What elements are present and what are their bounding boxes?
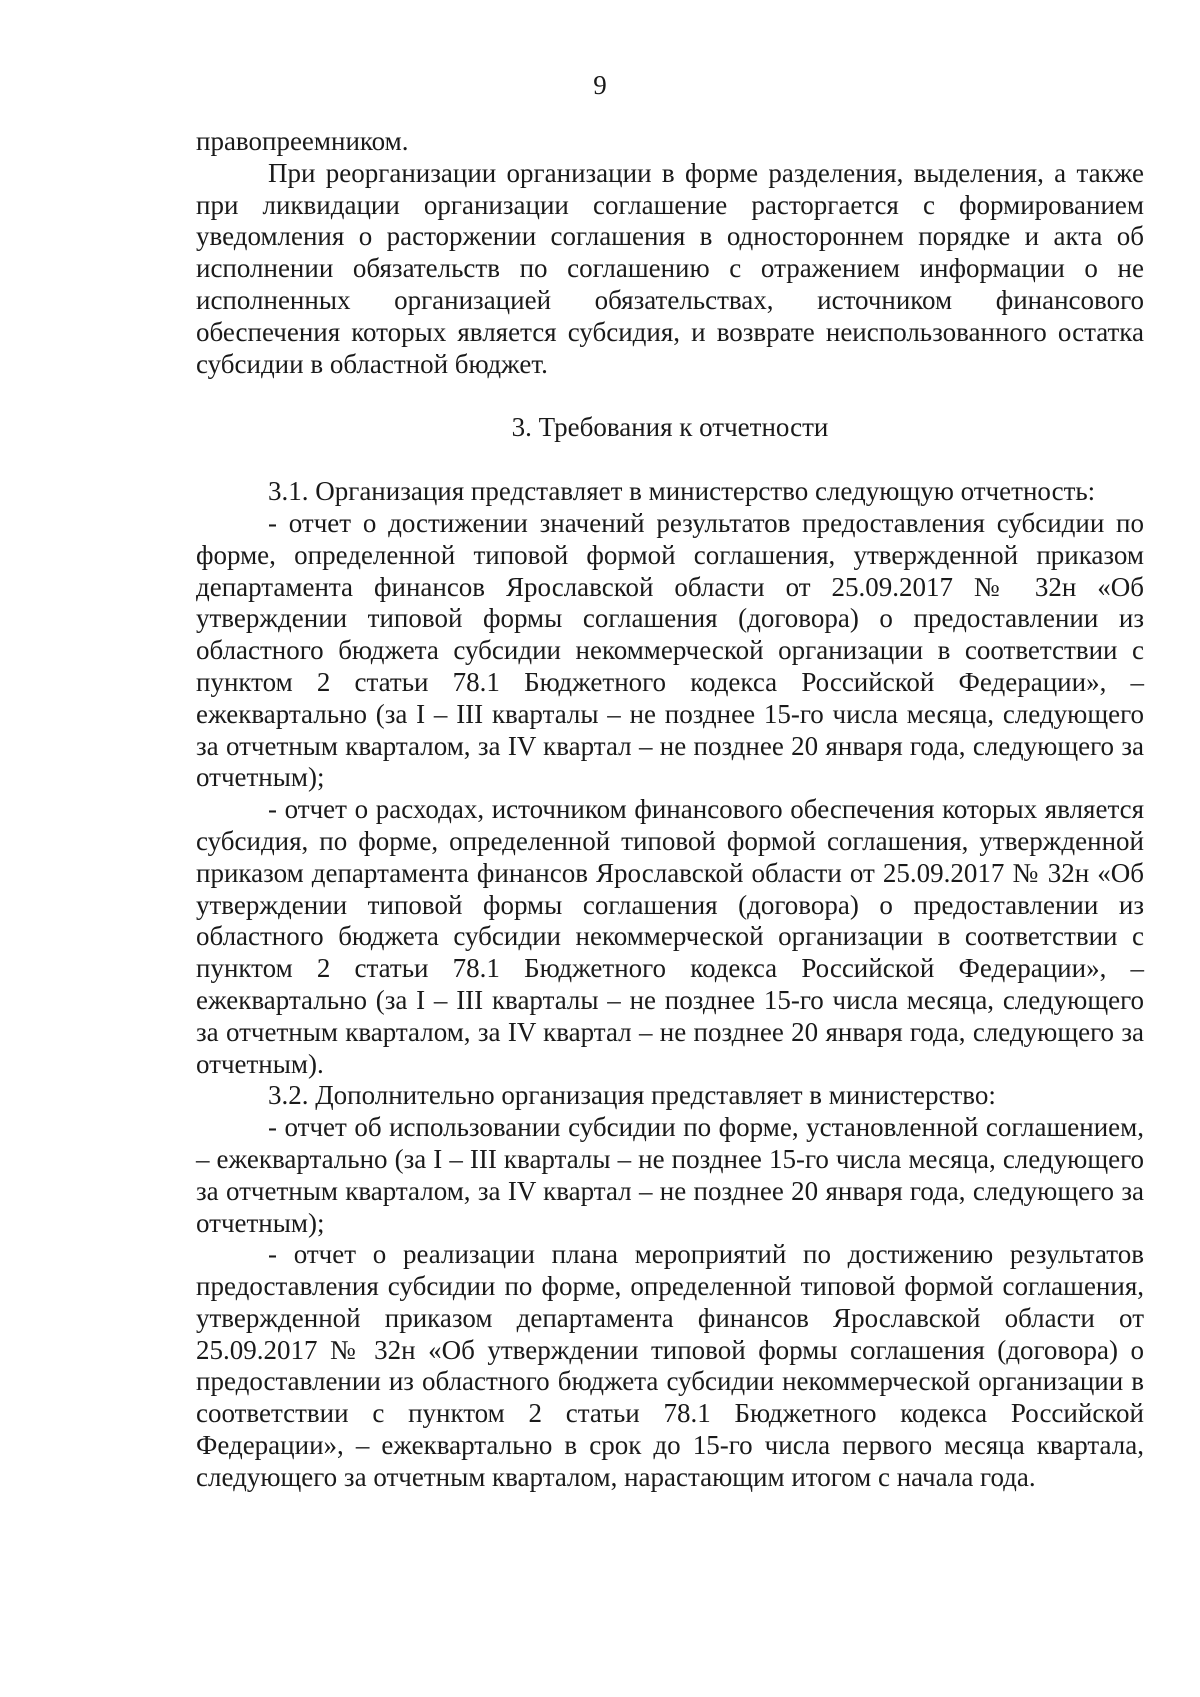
page-number: 9 [593, 70, 607, 100]
paragraph-report-plan: - отчет о реализации плана мероприятий по достижению результатов предоставления субсидии по форме, определенной типовой формой соглашения, утвержденной приказом департамента финансов Ярославской области от 25.09.2017 № 32н «Об утверждении типовой формы соглашения (договора) о предоставлении из областного бюджета субсидии некоммерческой организации в соответствии с пунктом 2 статьи 78.1 Бюджетного кодекса Российской Федерации», – ежеквартально в срок до 15-го числа первого месяца квартала, следующего за отчетным кварталом, нарастающим итогом с начала года. [196, 1239, 1144, 1492]
document-body [196, 126, 1144, 1494]
paragraph-reorganization: При реорганизации организации в форме разделения, выделения, а также при ликвидации организации соглашение расторгается с формированием уведомления о расторжении соглашения в одностороннем порядке и акта об исполнении обязательств по соглашению с отражением информации о не исполненных организацией обязательствах, источником финансового обеспечения которых является субсидия, и возврате неиспользованного остатка субсидии в областной бюджет. [196, 157, 1144, 379]
section-heading: 3. Требования к отчетности [511, 412, 829, 443]
paragraph-clause-3-2: 3.2. Дополнительно организация представляет в министерство: [268, 1080, 996, 1111]
paragraph-report-results: - отчет о достижении значений результатов предоставления субсидии по форме, определенной типовой формой соглашения, утвержденной приказом департамента финансов Ярославской области от 25.09.2017 № 32н «Об утверждении типовой формы соглашения (договора) о предоставлении из областного бюджета субсидии некоммерческой организации в соответствии с пунктом 2 статьи 78.1 Бюджетного кодекса Российской Федерации», – ежеквартально (за I – III кварталы – не позднее 15-го числа месяца, следующего за отчетным кварталом, за IV квартал – не позднее 20 января года, следующего за отчетным); [196, 507, 1144, 793]
paragraph-report-usage: - отчет об использовании субсидии по форме, установленной соглашением, – ежеквартально (за I – III кварталы – не позднее 15-го числа месяца, следующего за отчетным кварталом, за IV квартал – не позднее 20 января года, следующего за отчетным); [196, 1112, 1144, 1238]
paragraph-continuation: правопреемником. [196, 126, 409, 156]
paragraph-report-expenses: - отчет о расходах, источником финансового обеспечения которых является субсидия, по форме, определенной типовой формой соглашения, утвержденной приказом департамента финансов Ярославской области от 25.09.2017 № 32н «Об утверждении типовой формы соглашения (договора) о предоставлении из областного бюджета субсидии некоммерческой организации в соответствии с пунктом 2 статьи 78.1 Бюджетного кодекса Российской Федерации», – ежеквартально (за I – III кварталы – не позднее 15-го числа месяца, следующего за отчетным кварталом, за IV квартал – не позднее 20 января года, следующего за отчетным). [196, 794, 1144, 1079]
paragraph-clause-3-1: 3.1. Организация представляет в министерство следующую отчетность: [268, 476, 1096, 507]
